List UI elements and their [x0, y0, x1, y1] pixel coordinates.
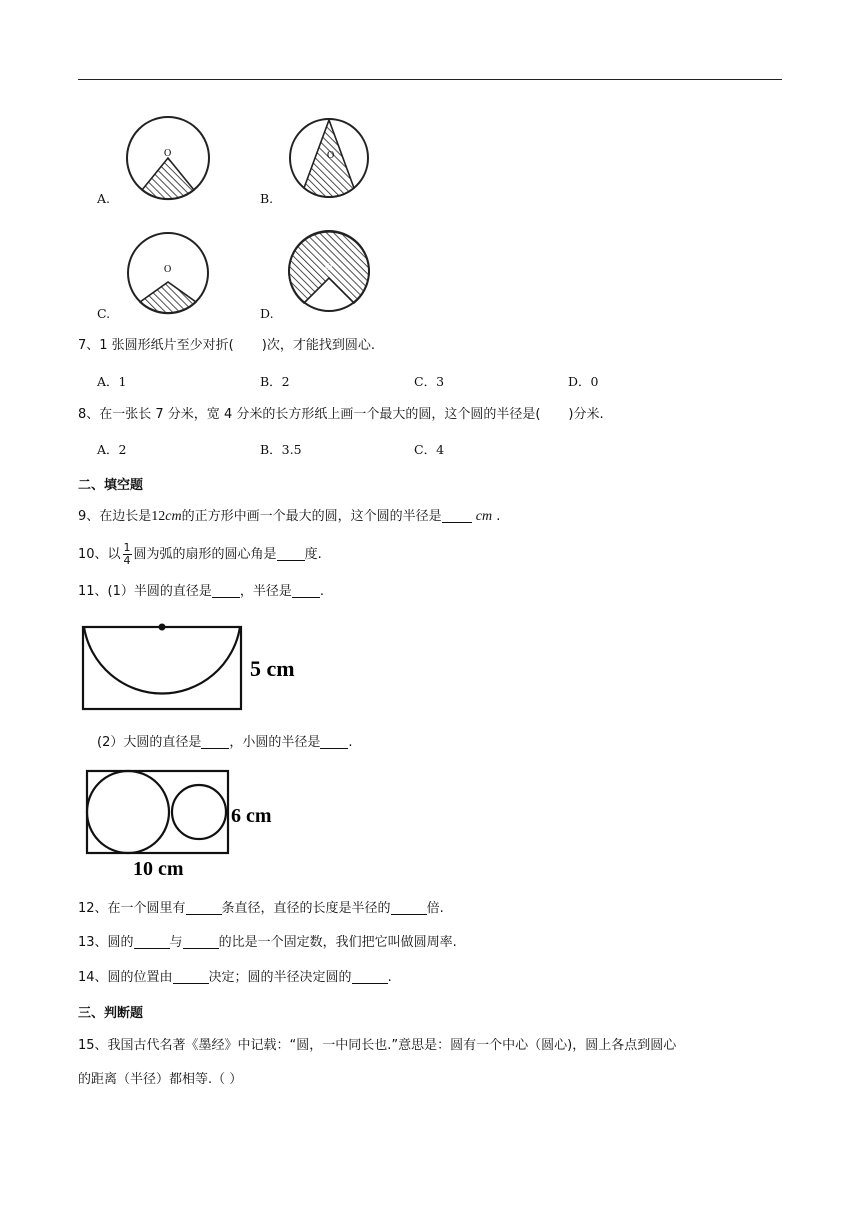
q9-unit: cm [165, 509, 182, 524]
q8-text-after: )分米. [568, 407, 604, 422]
answer-blank[interactable] [352, 969, 388, 984]
option-b-figure [290, 119, 368, 197]
fig2-label-side: 6 cm [231, 805, 272, 827]
answer-blank[interactable] [277, 546, 305, 561]
answer-blank[interactable] [212, 583, 240, 598]
question-14 [78, 968, 392, 988]
option-d-label: D. [260, 306, 274, 321]
option-d-figure [289, 231, 369, 311]
q7-option-a: A．1 [97, 374, 127, 389]
q10-end: 度. [304, 547, 322, 562]
q7-text-after: )次，才能找到圆心. [261, 338, 375, 353]
answer-blank[interactable] [186, 900, 222, 915]
q11-part2-before: (2）大圆的直径是 [97, 735, 202, 750]
question-10 [78, 542, 322, 567]
option-b-label: B. [260, 191, 274, 206]
q8-option-a: A．2 [97, 442, 127, 457]
section-3-heading: 三、判断题 [78, 1006, 144, 1021]
q11-part1-mid: ，半径是 [239, 584, 292, 599]
question-7 [78, 336, 375, 356]
option-a-figure [127, 117, 209, 199]
center-label-c: O [164, 264, 172, 275]
q14-before: 14、圆的位置由 [78, 970, 173, 985]
q11-part1-before: 11、(1）半圆的直径是 [78, 584, 212, 599]
option-figures [80, 100, 400, 330]
question-11-part-2 [97, 733, 353, 753]
q9-after-unit: cm [475, 509, 493, 524]
question-13 [78, 933, 457, 953]
q7-option-c: C．3 [414, 374, 445, 389]
answer-blank[interactable] [173, 969, 209, 984]
answer-blank[interactable] [183, 934, 219, 949]
q8-text-before: 8、在一张长 7 分米，宽 4 分米的长方形纸上画一个最大的圆，这个圆的半径是( [78, 407, 541, 422]
q9-end: . [496, 509, 501, 524]
question-15-line-1: 15、我国古代名著《墨经》中记载：“圆，一中同长也.”意思是：圆有一个中心（圆心)，圆上各点到圆心 [78, 1038, 677, 1053]
q10-before: 10、以 [78, 547, 121, 562]
answer-blank[interactable] [292, 583, 320, 598]
q12-before: 12、在一个圆里有 [78, 901, 186, 916]
answer-blank[interactable] [320, 734, 348, 749]
question-12 [78, 899, 444, 919]
answer-blank[interactable] [201, 734, 229, 749]
q11-part2-mid: ，小圆的半径是 [229, 735, 321, 750]
q13-before: 13、圆的 [78, 935, 134, 950]
option-c-label: C. [97, 306, 111, 321]
answer-blank[interactable] [134, 934, 170, 949]
q12-end: 倍. [426, 901, 444, 916]
center-label-b: O [327, 150, 335, 161]
q7-text-before: 7、1 张圆形纸片至少对折( [78, 338, 234, 353]
fraction [123, 542, 132, 567]
answer-blank[interactable] [391, 900, 427, 915]
q14-mid: 决定；圆的半径决定圆的 [208, 970, 352, 985]
center-label-a: O [164, 148, 172, 159]
fraction-numerator: 1 [123, 541, 131, 554]
q11-part2-end: . [348, 735, 353, 750]
q7-option-b: B．2 [260, 374, 290, 389]
fig1-label: 5 cm [250, 656, 295, 681]
q10-middle: 圆为弧的扇形的圆心角是 [133, 547, 277, 562]
q8-option-c: C．4 [414, 442, 445, 457]
q8-option-b: B．3.5 [260, 442, 302, 457]
q13-end: 的比是一个固定数，我们把它叫做圆周率. [218, 935, 457, 950]
answer-blank[interactable] [442, 508, 472, 523]
q12-mid: 条直径，直径的长度是半径的 [221, 901, 391, 916]
center-label-d: O [325, 262, 333, 273]
header-rule [78, 79, 782, 80]
q11-part1-end: . [319, 584, 325, 599]
fraction-denominator: 4 [123, 554, 131, 567]
question-15-line-2: 的距离（半径）都相等.（ ） [78, 1072, 243, 1087]
q13-mid: 与 [169, 935, 183, 950]
section-2-heading: 二、填空题 [78, 478, 144, 493]
option-c-figure [128, 233, 208, 313]
q7-option-d: D．0 [568, 374, 599, 389]
q9-num: 12 [151, 509, 166, 524]
q14-end: . [387, 970, 392, 985]
question-9 [78, 507, 500, 527]
option-a-label: A. [97, 191, 111, 206]
question-8 [78, 405, 604, 425]
q9-before: 9、在边长是 [78, 509, 152, 524]
fig2-label-bottom: 10 cm [133, 858, 184, 880]
two-circles-figure [80, 767, 300, 885]
semicircle-figure [80, 622, 320, 716]
question-11-part-1 [78, 582, 324, 602]
q9-middle: 的正方形中画一个最大的圆，这个圆的半径是 [181, 509, 442, 524]
